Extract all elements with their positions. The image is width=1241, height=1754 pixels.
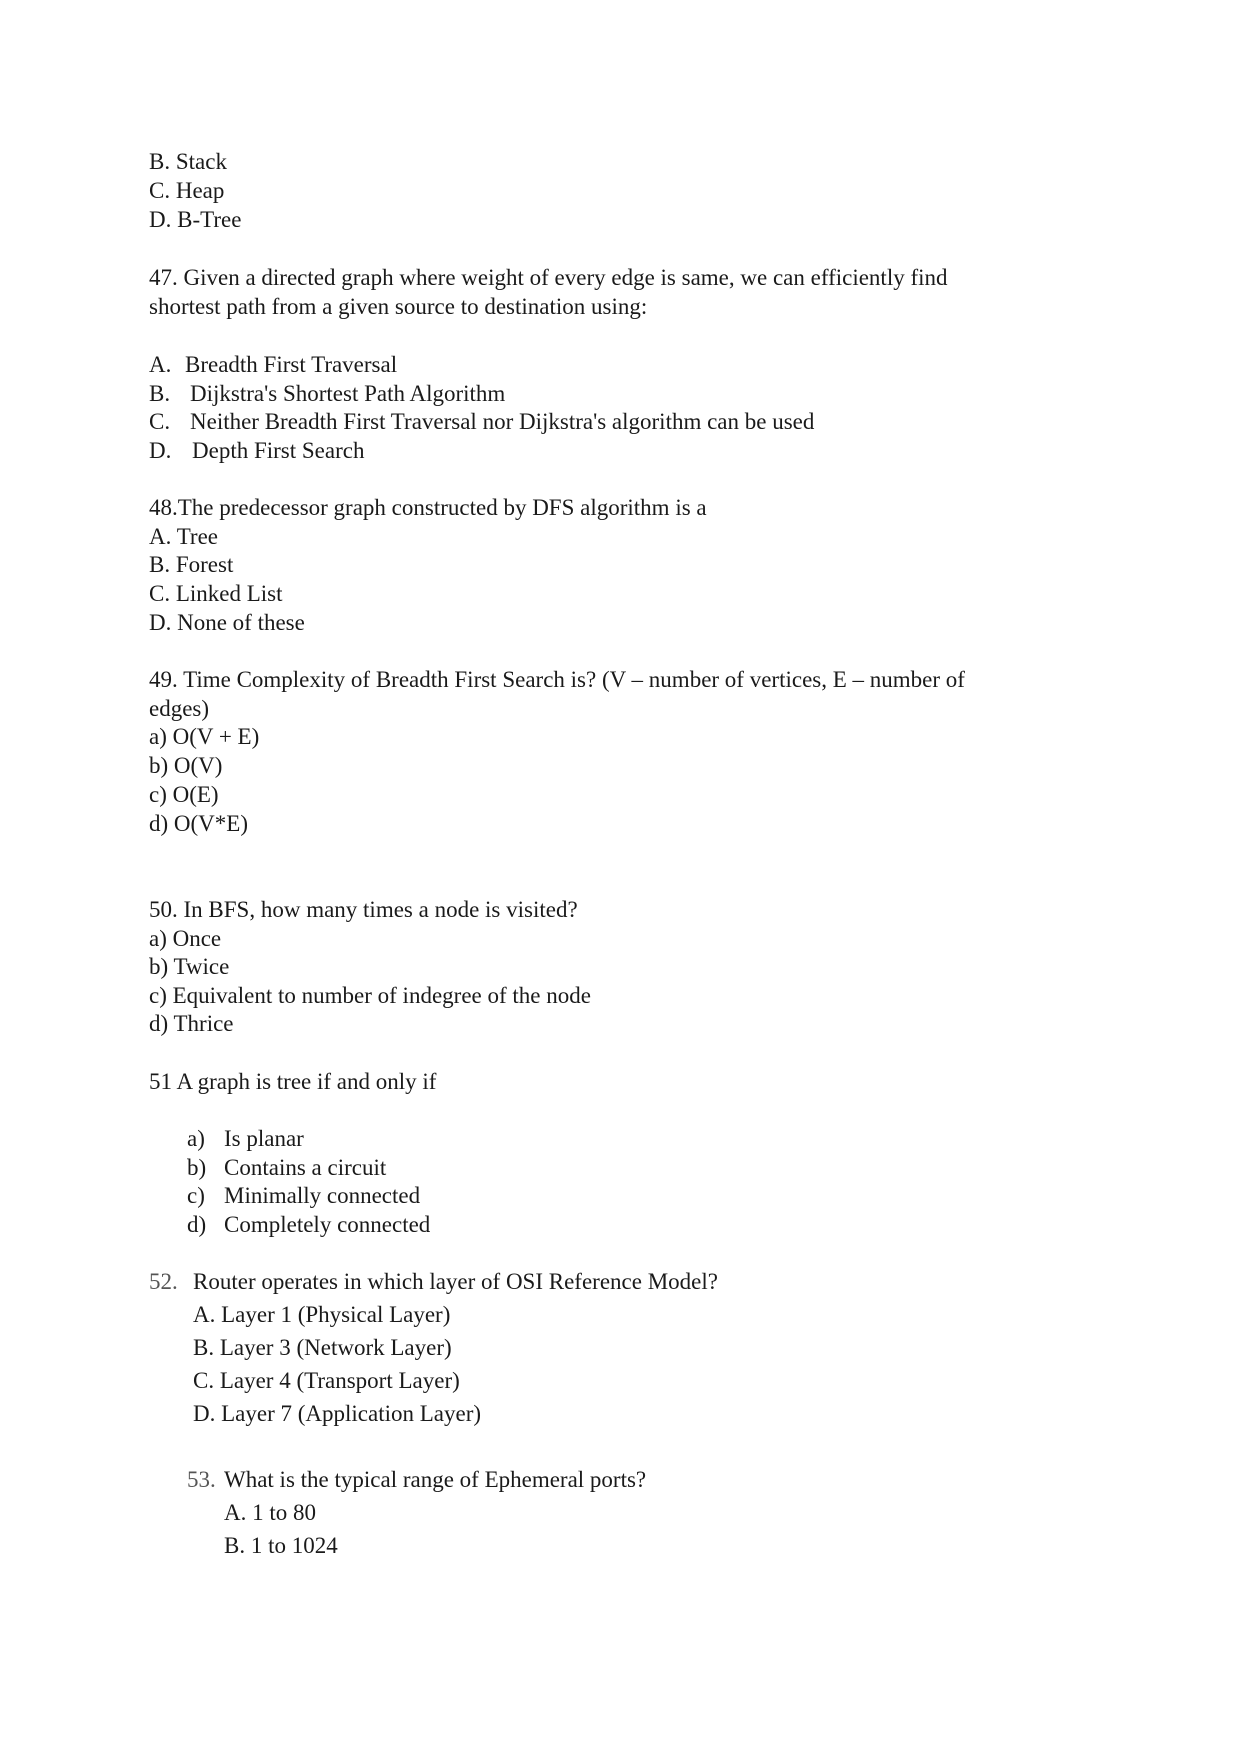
q52-option-a: A. Layer 1 (Physical Layer) xyxy=(193,1302,451,1327)
q52-number: 52. xyxy=(149,1269,178,1294)
q49-option-c: c) O(E) xyxy=(149,782,219,807)
q51-option-c-label: c) xyxy=(187,1183,205,1208)
q47-option-b-label: B. xyxy=(149,381,171,406)
q51-option-b xyxy=(187,1154,386,1182)
q51-option-a xyxy=(187,1125,304,1153)
q50-option-d: d) Thrice xyxy=(149,1011,234,1036)
q49-option-b: b) O(V) xyxy=(149,753,223,778)
q53-question-text: What is the typical range of Ephemeral ports? xyxy=(224,1467,647,1492)
q50-option-b: b) Twice xyxy=(149,954,230,979)
q48-question: 48.The predecessor graph constructed by DFS algorithm is a xyxy=(149,495,707,520)
q52-question-text: Router operates in which layer of OSI Reference Model? xyxy=(193,1269,718,1294)
q52-option-d: D. Layer 7 (Application Layer) xyxy=(193,1401,482,1426)
q51-option-c xyxy=(187,1182,420,1210)
q48-option-c: C. Linked List xyxy=(149,581,283,606)
q52-question xyxy=(149,1268,718,1296)
q47-option-b xyxy=(149,380,505,408)
q51-option-d-text: Completely connected xyxy=(224,1212,431,1237)
q47-option-d xyxy=(149,437,364,465)
q50-option-a: a) Once xyxy=(149,926,222,951)
prev-option-b: B. Stack xyxy=(149,149,227,174)
q49-question-line1: 49. Time Complexity of Breadth First Search is? (V – number of vertices, E – number of xyxy=(149,667,965,692)
prev-option-d: D. B-Tree xyxy=(149,207,242,232)
q52-option-c: C. Layer 4 (Transport Layer) xyxy=(193,1368,460,1393)
q47-option-c-label: C. xyxy=(149,409,171,434)
q51-option-d-label: d) xyxy=(187,1212,207,1237)
q47-option-a xyxy=(149,351,397,379)
q47-option-d-text: Depth First Search xyxy=(192,438,365,463)
q47-option-b-text: Dijkstra's Shortest Path Algorithm xyxy=(190,381,506,406)
q49-option-a: a) O(V + E) xyxy=(149,724,260,749)
q47-option-a-text: Breadth First Traversal xyxy=(185,352,398,377)
q49-question-line2: edges) xyxy=(149,696,210,721)
q48-option-d: D. None of these xyxy=(149,610,305,635)
q53-option-b: B. 1 to 1024 xyxy=(224,1533,338,1558)
q50-question: 50. In BFS, how many times a node is visited? xyxy=(149,897,578,922)
q51-option-a-label: a) xyxy=(187,1126,205,1151)
q51-option-b-label: b) xyxy=(187,1155,207,1180)
q49-option-d: d) O(V*E) xyxy=(149,811,248,836)
q51-option-b-text: Contains a circuit xyxy=(224,1155,387,1180)
q47-question-line2: shortest path from a given source to destination using: xyxy=(149,294,648,319)
q47-option-a-label: A. xyxy=(149,352,172,377)
q53-question xyxy=(187,1466,646,1494)
q51-option-d xyxy=(187,1211,430,1239)
q47-option-d-label: D. xyxy=(149,438,172,463)
q50-option-c: c) Equivalent to number of indegree of the node xyxy=(149,983,591,1008)
q53-number: 53. xyxy=(187,1467,216,1492)
q47-question-line1: 47. Given a directed graph where weight of every edge is same, we can efficiently find xyxy=(149,265,948,290)
q47-option-c xyxy=(149,408,814,436)
q48-option-a: A. Tree xyxy=(149,524,219,549)
q48-option-b: B. Forest xyxy=(149,552,234,577)
q51-option-a-text: Is planar xyxy=(224,1126,304,1151)
q53-option-a: A. 1 to 80 xyxy=(224,1500,316,1525)
q52-option-b: B. Layer 3 (Network Layer) xyxy=(193,1335,452,1360)
q47-option-c-text: Neither Breadth First Traversal nor Dijkstra's algorithm can be used xyxy=(190,409,815,434)
prev-option-c: C. Heap xyxy=(149,178,225,203)
q51-option-c-text: Minimally connected xyxy=(224,1183,421,1208)
q51-question: 51 A graph is tree if and only if xyxy=(149,1069,437,1094)
